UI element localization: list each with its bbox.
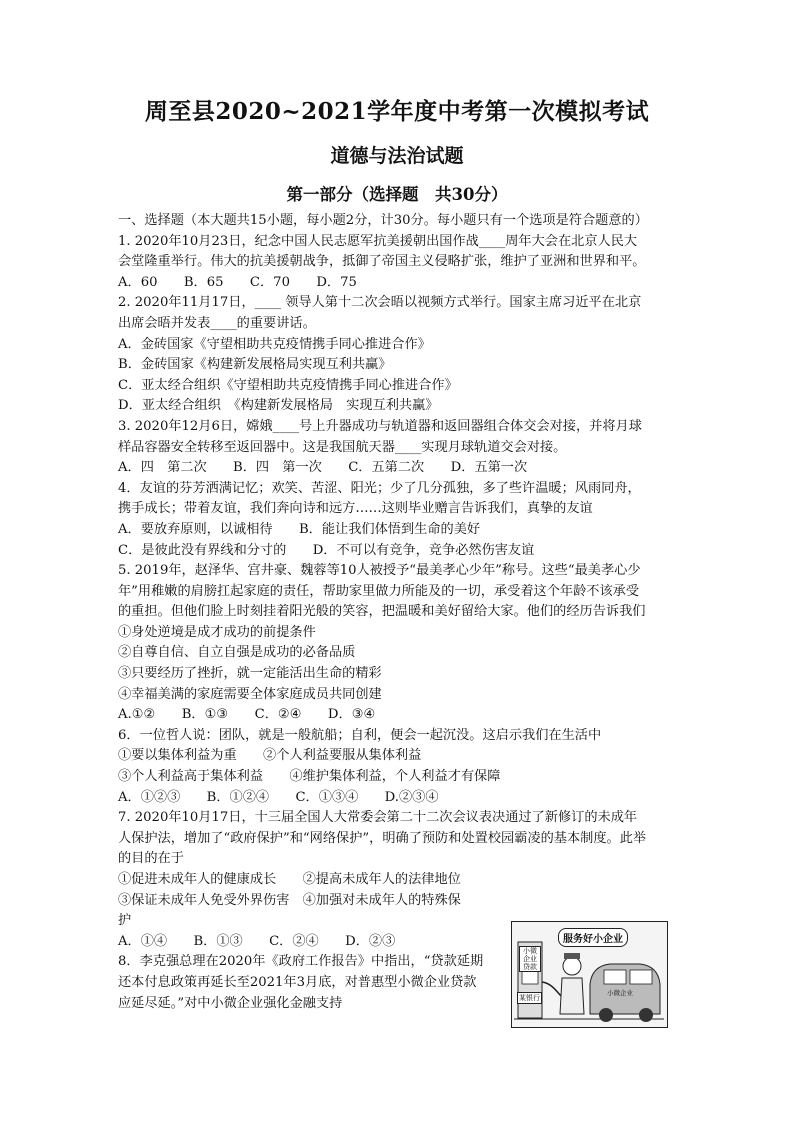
- question-2-option-b: B．金砖国家《构建新发展格局实现互利共赢》: [118, 357, 392, 373]
- question-7-stem-cont: 人保护法，增加了“政府保护”和“网络保护”，明确了预防和处置校园霸凌的基本制度。此举: [118, 830, 647, 846]
- question-4-stem: 4．友谊的芬芳洒满记忆；欢笑、苦涩、阳光；少了几分孤独，多了些许温暖；风雨同舟，: [118, 480, 641, 496]
- question-1-options: A．60 B．65 C．70 D．75: [118, 274, 357, 290]
- question-2-option-a: A．金砖国家《守望相助共克疫情携手同心推进合作》: [118, 336, 431, 352]
- question-5-options: A.①② B．①③ C．②④ D．③④: [118, 707, 376, 723]
- question-2-option-c: C．亚太经合组织《守望相助共克疫情携手同心推进合作》: [118, 377, 458, 393]
- question-2-stem-cont: 出席会晤并发表____的重要讲话。: [118, 315, 316, 331]
- question-6-items-12: ①要以集体利益为重 ②个人利益要服从集体利益: [118, 748, 422, 764]
- question-body: [118, 211, 684, 1014]
- question-3-stem-cont: 样品容器安全转移至返回器中。这是我国航天器____实现月球轨道交会对接。: [118, 439, 567, 455]
- question-2-option-d: D．亚太经合组织 《构建新发展格局 实现互利共赢》: [118, 398, 439, 414]
- question-7-stem: 7. 2020年10月17日，十三届全国人大常委会第二十二次会议表决通过了新修订的未成年: [118, 810, 638, 826]
- question-5-stem: 5. 2019年，赵泽华、宫井豪、魏蓉等10人被授予“最美孝心少年”称号。这些“最美孝心少: [118, 563, 641, 579]
- question-4-stem-cont: 携手成长；带着友谊，我们奔向诗和远方……这则毕业赠言告诉我们，真挚的友谊: [118, 501, 593, 517]
- pump-display: [522, 970, 538, 984]
- question-6-stem: 6．一位哲人说：团队，就是一般航船；自利，便会一起沉没。这启示我们在生活中: [118, 727, 602, 743]
- section-instructions: 一、选择题（本大题共15小题，每小题2分，计30分。每小题只有一个选项是符合题意的）: [118, 213, 648, 228]
- question-2-stem: 2. 2020年11月17日，____ 领导人第十二次会晤以视频方式举行。国家主席习近平在北京: [118, 295, 642, 311]
- question-5-item-2: ②自尊自信、自立自强是成功的必备品质: [118, 645, 356, 661]
- section-heading: 第一部分（选择题 共30分）: [286, 185, 508, 204]
- attendant-head: [563, 957, 581, 975]
- question-1-stem-cont: 会堂隆重举行。伟大的抗美援朝战争，抵御了帝国主义侵略扩张，维护了亚洲和世界和平。: [118, 254, 646, 270]
- question-7-options: A．①④ B．①③ C．②④ D．②③: [118, 933, 396, 949]
- question-7-items-12: ①促进未成年人的健康成长 ②提高未成年人的法律地位: [118, 872, 461, 887]
- cartoon-bank-label: 某银行: [519, 994, 540, 1002]
- question-8-stem: 8．李克强总理在2020年《政府工作报告》中指出，“贷款延期: [118, 954, 484, 970]
- cartoon-illustration: [511, 921, 668, 1028]
- question-1-stem: 1. 2020年10月23日，纪念中国人民志愿军抗美援朝出国作战____周年大会在北京人民大: [118, 233, 638, 249]
- question-6-options: A．①②③ B．①②④ C．①③④ D.②③④: [118, 789, 439, 805]
- question-7-stem-cont: 的目的在于: [118, 851, 184, 867]
- question-6-items-34: ③个人利益高于集体利益 ④维护集体利益，个人利益才有保障: [118, 769, 501, 785]
- attendant-cap: [564, 953, 580, 959]
- car-window: [630, 970, 652, 984]
- question-5-item-4: ④幸福美满的家庭需要全体家庭成员共同创建: [118, 686, 382, 702]
- question-3-options: A．四 第二次 B．四 第一次 C．五第二次 D．五第一次: [118, 460, 528, 476]
- cartoon-banner: 服务好小企业: [558, 928, 628, 947]
- car-wheel: [599, 1008, 613, 1022]
- car-window: [604, 970, 626, 984]
- question-3-stem: 3. 2020年12月6日，嫦娥____号上升器成功与轨道器和返回器组合体交会对接，并将月球: [118, 418, 642, 434]
- question-4-options-ab: A．要放弃原则，以诚相待 B．能让我们体悟到生命的美好: [118, 521, 481, 537]
- question-7-items-34: ③保证未成年人免受外界伤害 ④加强对未成年人的特殊保: [118, 892, 461, 908]
- car-wheel: [639, 1008, 653, 1022]
- question-5-stem-cont: 年”用稚嫩的肩膀扛起家庭的责任，帮助家里做力所能及的一切，承受着这个年龄不该承受: [118, 583, 640, 599]
- exam-subtitle: 道德与法治试题: [330, 145, 464, 167]
- cartoon-station-label: 小微企业贷款: [519, 946, 541, 972]
- question-8-stem-cont: 还本付息政策再延长至2021年3月底，对普惠型小微企业贷款: [118, 974, 477, 990]
- attendant-body: [560, 978, 584, 1014]
- question-5-item-1: ①身处逆境是成才成功的前提条件: [118, 624, 316, 640]
- question-4-options-cd: C．是彼此没有界线和分寸的 D．不可以有竞争，竞争必然伤害友谊: [118, 542, 535, 558]
- question-5-stem-cont: 的重担。但他们脸上时刻挂着阳光般的笑容，把温暖和美好留给大家。他们的经历告诉我们: [118, 604, 646, 620]
- question-7-items-wrap: 护: [118, 913, 132, 929]
- cartoon-car-label: 小微企业: [607, 989, 633, 997]
- exam-title: 周至县2020~2021学年度中考第一次模拟考试: [144, 98, 650, 125]
- question-8-stem-cont: 应延尽延。”对中小微企业强化金融支持: [118, 995, 343, 1011]
- question-5-item-3: ③只要经历了挫折，就一定能活出生命的精彩: [118, 666, 382, 682]
